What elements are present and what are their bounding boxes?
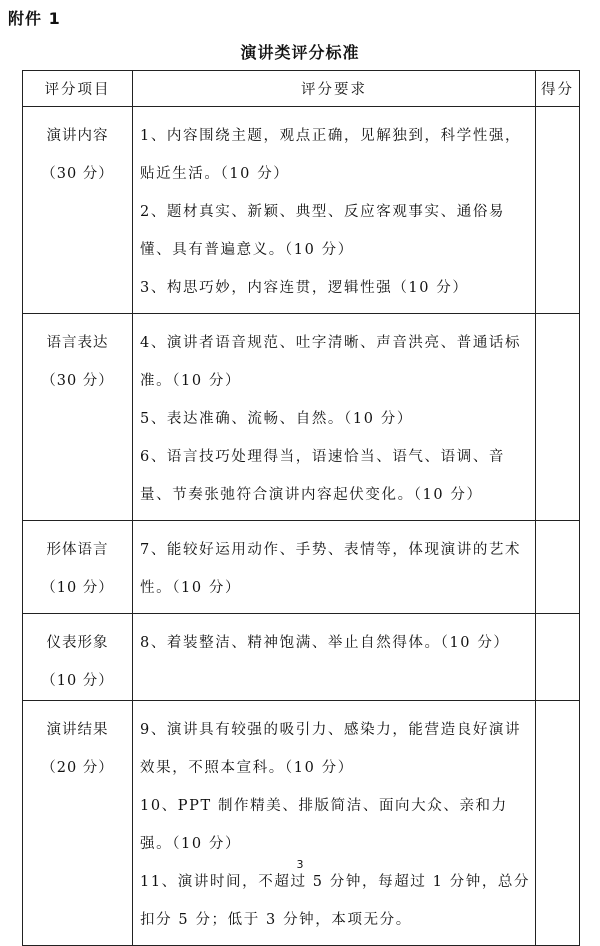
header-item: 评分项目: [23, 71, 133, 107]
category-points: （10 分）: [41, 580, 114, 596]
requirement-item: 1、内容围绕主题，观点正确，见解独到，科学性强，贴近生活。（10 分）: [140, 128, 522, 182]
scoring-table: [22, 70, 580, 946]
score-cell[interactable]: [536, 701, 580, 946]
requirements-cell: [133, 107, 536, 314]
requirement-item: 3、构思巧妙，内容连贯，逻辑性强（10 分）: [140, 280, 469, 296]
category-name: 形体语言: [46, 542, 109, 558]
score-cell[interactable]: [536, 614, 580, 701]
requirements-cell: [133, 614, 536, 701]
requirement-item: 8、着装整洁、精神饱满、举止自然得体。（10 分）: [140, 635, 510, 651]
requirement-item: 2、题材真实、新颖、典型、反应客观事实、通俗易懂、具有普遍意义。（10 分）: [140, 204, 506, 258]
requirement-item: 10、PPT 制作精美、排版简洁、面向大众、亲和力强。（10 分）: [140, 798, 508, 852]
requirements-cell: [133, 701, 536, 946]
score-cell[interactable]: [536, 314, 580, 521]
requirement-item: 4、演讲者语音规范、吐字清晰、声音洪亮、普通话标准。（10 分）: [140, 335, 522, 389]
category-name: 演讲内容: [46, 128, 109, 144]
category-points: （30 分）: [41, 373, 114, 389]
category-points: （30 分）: [41, 166, 114, 182]
requirement-item: 9、演讲具有较强的吸引力、感染力，能营造良好演讲效果，不照本宣科。（10 分）: [140, 722, 522, 776]
score-cell[interactable]: [536, 107, 580, 314]
score-cell[interactable]: [536, 521, 580, 614]
requirement-item: 11、演讲时间，不超过 5 分钟，每超过 1 分钟，总分扣分 5 分；低于 3 分钟，本项无分。: [140, 874, 531, 928]
attachment-label: 附件 1: [8, 9, 61, 28]
category-points: （10 分）: [41, 673, 114, 689]
requirement-item: 5、表达准确、流畅、自然。（10 分）: [140, 411, 413, 427]
table-header-row: [23, 71, 580, 107]
table-row: [23, 107, 580, 314]
requirements-cell: [133, 314, 536, 521]
category-cell: [23, 107, 133, 314]
table-row: [23, 701, 580, 946]
requirement-item: 6、语言技巧处理得当，语速恰当、语气、语调、音量、节奏张弛符合演讲内容起伏变化。（10 分）: [140, 449, 506, 503]
category-points: （20 分）: [41, 760, 114, 776]
category-cell: [23, 614, 133, 701]
page-title: 演讲类评分标准: [240, 43, 360, 62]
requirement-item: 7、能较好运用动作、手势、表情等，体现演讲的艺术性。（10 分）: [140, 542, 522, 596]
table-row: [23, 314, 580, 521]
header-requirement: 评分要求: [133, 71, 536, 107]
page-number: 3: [296, 858, 304, 871]
category-cell: [23, 314, 133, 521]
table-row: [23, 521, 580, 614]
header-score: 得分: [536, 71, 580, 107]
category-name: 仪表形象: [46, 635, 109, 651]
category-cell: [23, 521, 133, 614]
table-row: [23, 614, 580, 701]
category-name: 语言表达: [46, 335, 109, 351]
category-name: 演讲结果: [46, 722, 109, 738]
category-cell: [23, 701, 133, 946]
requirements-cell: [133, 521, 536, 614]
